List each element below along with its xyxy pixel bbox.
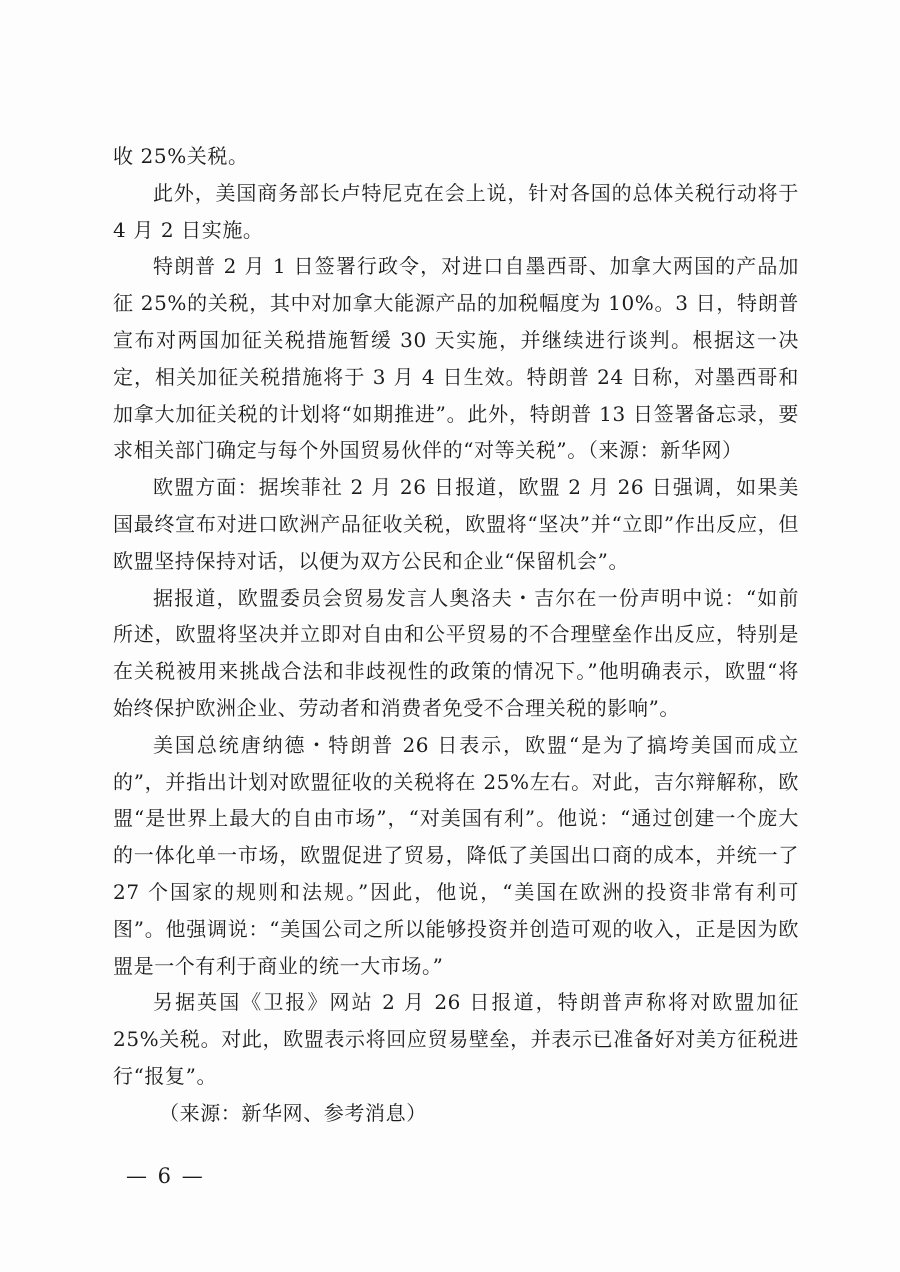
paragraph-mexico-canada-tariffs: 特朗普 2 月 1 日签署行政令，对进口自墨西哥、加拿大两国的产品加征 25%的关税，其中对加拿大能源产品的加税幅度为 10%。3 日，特朗普宣布对两国加征关税措施暂缓 30 天实施，并继续进行谈判。根据这一决定，相关加征关税措施将于 3 月 4 日生效。特朗普 24 日称，对墨西哥和加拿大加征关税的计划将“如期推进”。此外，特朗普 13 日签署备忘录，要求相关部门确定与每个外国贸易伙伴的“对等关税”。（来源：新华网）: [113, 254, 799, 463]
paragraph-trump-eu-remarks: 美国总统唐纳德・特朗普 26 日表示，欧盟“是为了搞垮美国而成立的”，并指出计划对欧盟征收的关税将在 25%左右。对此，吉尔辩解称，欧盟“是世界上最大的自由市场”，“对美国有利”。他说：“通过创建一个庞大的一体化单一市场，欧盟促进了贸易，降低了美国出口商的成本，并统一了 27 个国家的规则和法规。”因此，他说，“美国在欧洲的投资非常有利可图”。他强调说：“美国公司之所以能够投资并创造可观的收入，正是因为欧盟是一个有利于商业的统一大市场。”: [113, 732, 799, 978]
paragraph-commerce-secretary: 此外，美国商务部长卢特尼克在会上说，针对各国的总体关税行动将于 4 月 2 日实施。: [113, 180, 799, 242]
page-number: — 6 —: [126, 1164, 205, 1188]
paragraph-eu-spokesperson: 据报道，欧盟委员会贸易发言人奥洛夫・吉尔在一份声明中说：“如前所述，欧盟将坚决并立即对自由和公平贸易的不合理壁垒作出反应，特别是在关税被用来挑战合法和非歧视性的政策的情况下。”他明确表示，欧盟“将始终保护欧洲企业、劳动者和消费者免受不合理关税的影响”。: [113, 585, 799, 720]
paragraph-guardian-report: 另据英国《卫报》网站 2 月 26 日报道，特朗普声称将对欧盟加征 25%关税。对此，欧盟表示将回应贸易壁垒，并表示已准备好对美方征税进行“报复”。: [113, 990, 799, 1088]
paragraph-eu-response: 欧盟方面：据埃菲社 2 月 26 日报道，欧盟 2 月 26 日强调，如果美国最终宣布对进口欧洲产品征收关税，欧盟将“坚决”并“立即”作出反应，但欧盟坚持保持对话，以便为双方公民和企业“保留机会”。: [113, 475, 799, 573]
source-citation: （来源：新华网、参考消息）: [159, 1100, 427, 1125]
paragraph-continuation: 收 25%关税。: [113, 144, 249, 168]
document-body: [113, 138, 799, 1132]
